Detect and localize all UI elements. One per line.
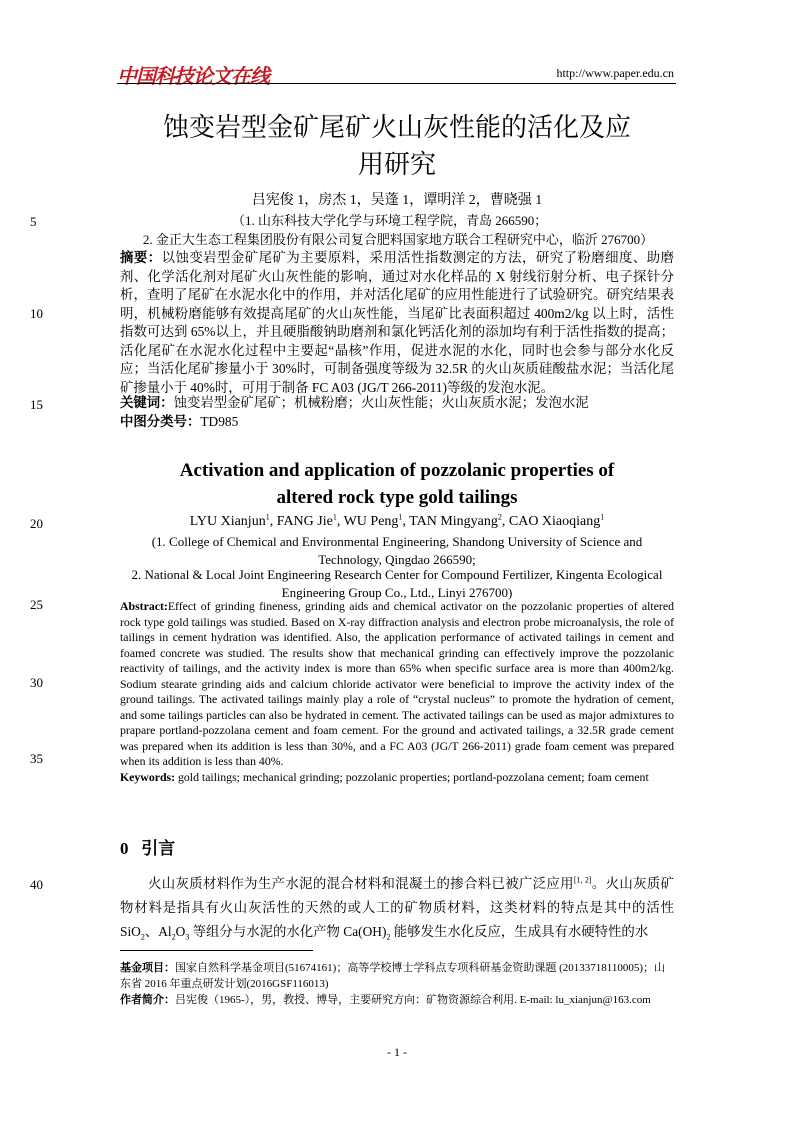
classification-text: TD985: [200, 414, 239, 429]
title-en-line2: altered rock type gold tailings: [276, 487, 518, 508]
keywords-en-label: Keywords:: [120, 769, 176, 784]
abstract-zh-label: 摘要：: [120, 250, 162, 265]
title-en-line1: Activation and application of pozzolanic properties of: [179, 460, 615, 481]
keywords-en: [120, 770, 674, 786]
keywords-en-text: gold tailings; mechanical grinding; pozzolanic properties; portland-pozzolana cement; foam cement: [178, 769, 649, 784]
line-number: 15: [30, 397, 43, 412]
author-text: 吕宪俊（1965-），男，教授、博导，主要研究方向：矿物资源综合利用. E-mail: lu_xianjun@163.com: [175, 994, 651, 1006]
section-heading: [120, 834, 175, 859]
section-title: 引言: [141, 839, 176, 859]
fund-note: [120, 960, 674, 992]
fund-text: 国家自然科学基金项目(51674161)；高等学校博士学科点专项科研基金资助课题 (20133718110005)；山东省 2016 年重点研发计划(2016GSF116013): [120, 962, 665, 990]
subscript: 2: [171, 932, 176, 942]
line-number: 10: [30, 306, 43, 321]
abstract-zh-text: 以蚀变岩型金矿尾矿为主要原料，采用活性指数测定的方法，研究了粉磨细度、助磨剂、化学活化剂对尾矿火山灰性能的影响，通过对水化样品的 X 射线衍射分析、电子探针分析，查明了尾矿在水泥水化中的作用，并对活化尾矿的应用性能进行了试验研究。研究结果表明，机械粉磨能够有效提高尾矿的火山灰性能，当尾矿比表面积超过 400m2/kg 以上时，活性指数可达到 65%以上，并且硬脂酸钠助磨剂和氯化钙活化剂的添加均有利于活性指数的提高；活化尾矿在水泥水化过程中主要起“晶核”作用，促进水泥的水化，同时也会参与部分水化反应；当活化尾矿掺量小于 30%时，可制备强度等级为 32.5R 的火山灰质硅酸盐水泥；当活化尾矿掺量小于 40%时，可用于制备 FC A03 (JG/T 266-2011)等级的发泡水泥。: [120, 250, 675, 395]
subscript: 2: [140, 932, 145, 942]
title-zh-line2: 用研究: [357, 150, 436, 180]
keywords-zh-label: 关键词：: [120, 395, 174, 410]
affiliation-zh-2: 2. 金正大生态工程集团股份有限公司复合肥料国家地方联合工程研究中心，临沂 276700）: [142, 232, 654, 247]
line-number: 35: [30, 751, 43, 766]
affiliation-en-1: (1. College of Chemical and Environmental Engineering, Shandong University of Science and Technology, Qingdao 266590;: [151, 534, 643, 567]
subscript: 2: [386, 932, 391, 942]
abstract-en-text: Effect of grinding fineness, grinding aids and chemical activator on the pozzolanic properties of altered rock type gold tailings was studied. Based on X-ray diffraction analysis and electron probe microanalysis, the role of tailings in cement hydration was identified. Also, the application performance of activated tailings in cement and foamed concrete was studied. The results show that mechanical grinding can effectively improve the pozzolanic reactivity of tailings, and the activity index is more than 65% when specific surface area is more than 400m2/kg. Sodium stearate grinding aids and calcium chloride activator were beneficial to improve the activity index of the ground tailings. The activated tailings mainly play a role of “crystal nucleus” to promote the hydration of cement, and some tailings particles can also be hydrated in cement. The activated tailings can be used as major admixtures to prapare portland-pozzolana cement and foam cement. For the ground and activated tailings, a 32.5R grade cement was prepared when its addition is less than 30%, and a FC A03 (JG/T 266-2011) grade foam cement was prepared when its addition is less than 40%.: [120, 599, 674, 768]
intro-text: O: [175, 924, 186, 939]
author-note: [120, 992, 674, 1008]
title-en: [120, 457, 674, 511]
keywords-zh-text: 蚀变岩型金矿尾矿；机械粉磨；火山灰性能；火山灰质水泥；发泡水泥: [173, 395, 589, 410]
intro-text: 。火山灰质矿物材料是指具有火山灰活性的天然的或人工的矿物质材料，这类材料的特点是其中的活性 SiO: [120, 876, 675, 939]
intro-text: 能够发生水化反应，生成具有水硬特性的水: [390, 924, 649, 939]
intro-text: 、Al: [144, 924, 172, 939]
title-zh-line1: 蚀变岩型金矿尾矿火山灰性能的活化及应: [162, 113, 631, 143]
author-label: 作者简介：: [120, 994, 175, 1006]
authors-zh: 吕宪俊 1，房杰 1，吴蓬 1，谭明洋 2，曹晓强 1: [251, 193, 543, 208]
header-divider: [117, 83, 676, 84]
line-number: 30: [30, 675, 43, 690]
line-number: 25: [30, 597, 43, 612]
classification: [120, 413, 674, 432]
fund-label: 基金项目：: [120, 962, 175, 974]
abstract-zh: [120, 249, 674, 397]
line-number: 20: [30, 516, 43, 531]
footnote: [120, 960, 674, 1008]
abstract-en: [120, 599, 674, 785]
citation[interactable]: [1, 2]: [573, 875, 592, 885]
affiliation-en-2: 2. National & Local Joint Engineering Research Center for Compound Fertilizer, Kingenta Ecological Engineering Group Co., Ltd., Linyi 276700): [131, 567, 663, 600]
abstract-en-label: Abstract:: [120, 599, 168, 613]
keywords-zh: [120, 394, 674, 413]
authors-en: LYU Xianjun$^1$, FANG Jie$^1$, WU Peng$^1$, TAN Mingyang$^2$, CAO Xiaoqiang$^1$: [189, 512, 605, 529]
site-logo: 中国科技论文在线: [117, 64, 269, 88]
intro-paragraph: [120, 872, 674, 944]
affiliation-zh-1: （1. 山东科技大学化学与环境工程学院，青岛 266590；: [232, 213, 548, 228]
intro-text: 火山灰质材料作为生产水泥的混合材料和混凝土的掺合料已被广泛应用: [148, 876, 574, 891]
title-zh: [120, 110, 674, 184]
classification-label: 中图分类号：: [120, 414, 201, 429]
line-number: 40: [30, 877, 43, 892]
intro-text: 等组分与水泥的水化产物 Ca(OH): [189, 924, 387, 939]
footnote-divider: [120, 950, 313, 951]
subscript: 3: [185, 932, 190, 942]
header-url[interactable]: http://www.paper.edu.cn: [556, 66, 674, 80]
page-number: - 1 -: [387, 1045, 407, 1059]
section-number: 0: [120, 839, 129, 858]
line-number: 5: [30, 214, 37, 229]
